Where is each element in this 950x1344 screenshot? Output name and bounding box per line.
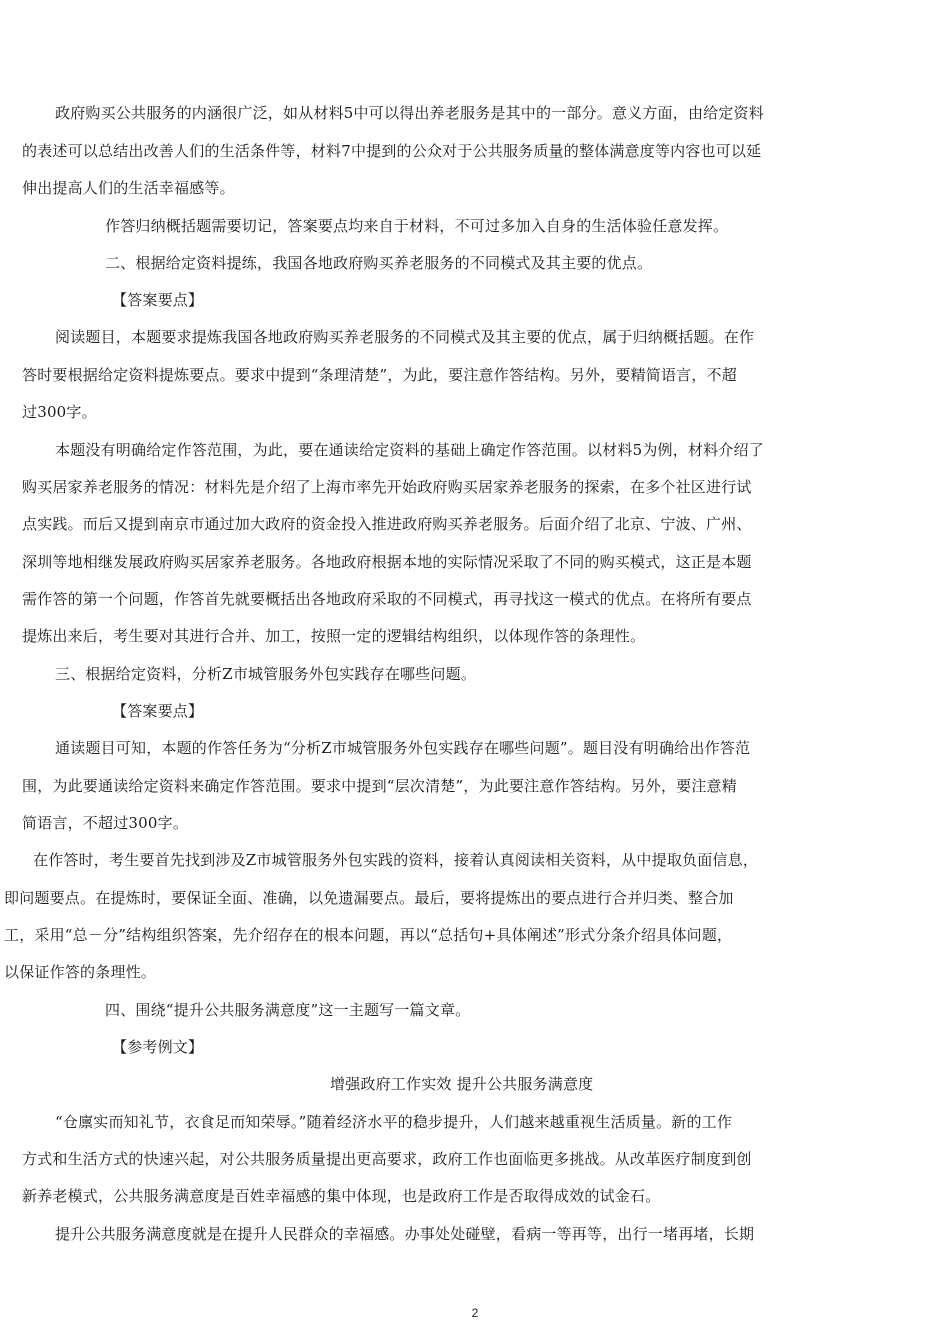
text-line: 以保证作答的条理性。 (4, 963, 157, 981)
text-line: 伸出提高人们的生活幸福感等。 (22, 179, 235, 197)
text-line: 通读题目可知，本题的作答任务为“分析Z市城管服务外包实践存在哪些问题”。题目没有明确给出作答范 (55, 739, 751, 757)
text-line: 本题没有明确给定作答范围，为此，要在通读给定资料的基础上确定作答范围。以材料5为例，材料介绍了 (55, 441, 764, 459)
section-label: 【答案要点】 (112, 702, 204, 720)
text-line: 答时要根据给定资料提炼要点。要求中提到“条理清楚”，为此，要注意作答结构。另外，要精简语言，不超 (22, 366, 737, 384)
text-line: 即问题要点。在提炼时，要保证全面、准确，以免遗漏要点。最后，要将提炼出的要点进行合并归类、整合加 (4, 889, 734, 907)
text-line: 新养老模式，公共服务满意度是百姓幸福感的集中体现，也是政府工作是否取得成效的试金石。 (22, 1187, 661, 1205)
text-line: 在作答时，考生要首先找到涉及Z市城管服务外包实践的资料，接着认真阅读相关资料，从中提取负面信息， (33, 851, 759, 869)
question-heading: 四、围绕“提升公共服务满意度”这一主题写一篇文章。 (105, 1001, 471, 1019)
text-line: 工，采用“总－分”结构组织答案，先介绍存在的根本问题，再以“总括句+具体阐述”形式分条介绍具体问题， (4, 926, 733, 944)
text-line: 购买居家养老服务的情况：材料先是介绍了上海市率先开始政府购买居家养老服务的探索，在多个社区进行试 (22, 478, 752, 496)
text-line: 提炼出来后，考生要对其进行合并、加工，按照一定的逻辑结构组织，以体现作答的条理性。 (22, 627, 646, 645)
section-label: 【答案要点】 (112, 291, 204, 309)
text-line: “仓廪实而知礼节，衣食足而知荣辱。”随着经济水平的稳步提升，人们越来越重视生活质量。新的工作 (55, 1113, 733, 1131)
text-line: 点实践。而后又提到南京市通过加大政府的资金投入推进政府购买养老服务。后面介绍了北京、宁波、广州、 (22, 515, 752, 533)
question-heading: 三、根据给定资料，分析Z市城管服务外包实践存在哪些问题。 (55, 665, 477, 683)
page-number: 2 (471, 1306, 479, 1320)
text-line: 政府购买公共服务的内涵很广泛，如从材料5中可以得出养老服务是其中的一部分。意义方面，由给定资料 (55, 104, 764, 122)
text-line: 需作答的第一个问题，作答首先就要概括出各地政府采取的不同模式，再寻找这一模式的优点。在将所有要点 (22, 590, 752, 608)
text-line: 提升公共服务满意度就是在提升人民群众的幸福感。办事处处碰壁，看病一等再等，出行一堵再堵，长期 (55, 1225, 755, 1243)
essay-title: 增强政府工作实效 提升公共服务满意度 (330, 1075, 594, 1093)
section-label: 【参考例文】 (112, 1038, 204, 1056)
text-line: 简语言，不超过300字。 (22, 814, 189, 832)
text-line: 的表述可以总结出改善人们的生活条件等，材料7中提到的公众对于公共服务质量的整体满意度等内容也可以延 (22, 142, 762, 160)
text-line: 过300字。 (22, 403, 97, 421)
text-line: 作答归纳概括题需要切记，答案要点均来自于材料，不可过多加入自身的生活体验任意发挥。 (105, 217, 729, 235)
question-heading: 二、根据给定资料提练，我国各地政府购买养老服务的不同模式及其主要的优点。 (105, 254, 653, 272)
text-line: 围，为此要通读给定资料来确定作答范围。要求中提到“层次清楚”，为此要注意作答结构。另外，要注意精 (22, 777, 737, 795)
text-line: 方式和生活方式的快速兴起，对公共服务质量提出更高要求，政府工作也面临更多挑战。从改革医疗制度到创 (22, 1150, 752, 1168)
text-line: 深圳等地相继发展政府购买居家养老服务。各地政府根据本地的实际情况采取了不同的购买模式，这正是本题 (22, 553, 752, 571)
text-line: 阅读题目，本题要求提炼我国各地政府购买养老服务的不同模式及其主要的优点，属于归纳概括题。在作 (55, 328, 755, 346)
